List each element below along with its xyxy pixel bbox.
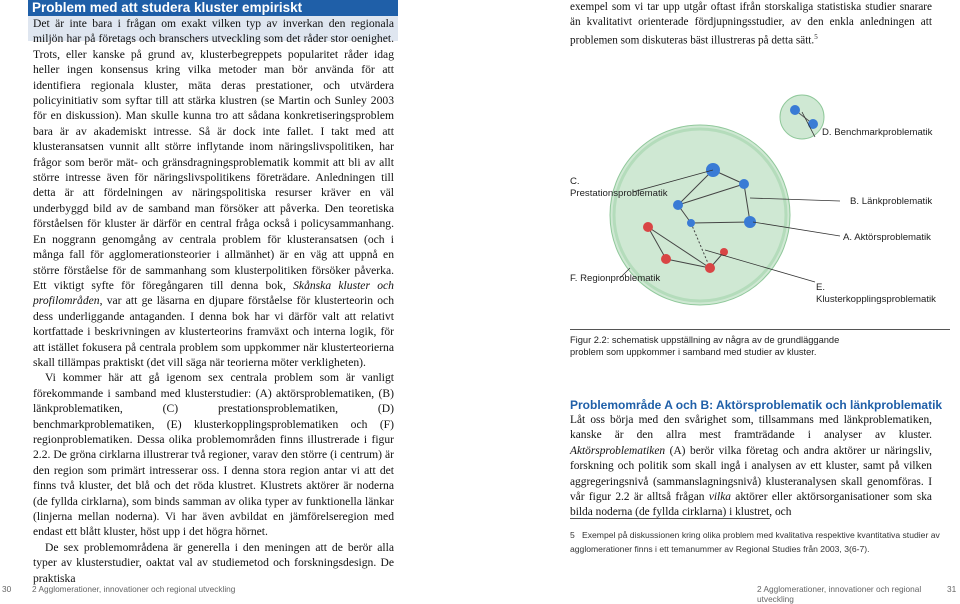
blue-node [673, 200, 683, 210]
red-node [643, 222, 653, 232]
footer-running-title-left: 2 Agglomerationer, innovationer och regional utveckling [32, 584, 236, 594]
footer-page-number-right: 31 [947, 584, 957, 594]
footnote-text: Exempel på diskussionen kring olika problem med kvalitativa respektive kvantitativa studier av agglomerationer finns i ett temanummer av Regional Studies från 2003, 3(6-7). [570, 530, 940, 554]
paragraph-1: Det är inte bara i frågan om exakt vilken typ av inverkan den regionala miljön har på företags och branschers utveckling som det råder stor oenighet. Trots, eller kanske på grund av, klusterbegreppets popularitet råder idag heller ingen konsensus kring vilka metoder man bör använda för att identifiera regionala kluster, mäta deras prestationer, och utvärdera policyinitiativ som syftar till att stärka klustren (se Martin och Sunley 2003 för en diskussion). Man skulle kunna tro att sådana konkretiseringsproblem bara är av akademiskt intresse. Så är dock inte fallet. I takt med att klusteransatsen vunnit allt större inflytande inom näringslivspolitiken, har frågor som berör mät- och gränsdragningsproblematik kommit att bli av allt större intresse även för näringslivspolitikens företrädare. Anledningen till detta är att fördelningen av näringspolitiska resurser kräver en väl underbyggd bild av de samband man försöker att påverka. Den teoretiska förståelsen för kluster är därför en central fråga också i policysammanhang. En noggrann genomgång av centrala problem för klusteransatsen (och i många fall för agglomerationsteorier i allmänhet) är en väg att uppnå en större förståelse för de sammanhang som klusterpolitiken försöker påverka. Ett viktigt syfte för föregångaren till denna bok, Skånska kluster och profilområden, var att ge läsarna en djupare förståelse för klusterteorin och dess underliggande antaganden. I denna bok har vi därför valt att relativt kortfattade i beskrivningen av klusterteorins framväxt och interna logik, för att istället fokusera på centrala problem som uppkommer när klusterteorierna skall tillämpas praktiskt (det vill säga när teorierna möter verkligheten). [33, 17, 394, 369]
benchmark-region-circle [780, 95, 824, 139]
red-node [661, 254, 671, 264]
label-region: F. Regionproblematik [570, 273, 661, 284]
book-title: Skånska kluster och profilområden [33, 278, 394, 308]
right-top-paragraph: exempel som vi tar upp utgår oftast ifrån storskaliga statistiska studier snarare än kvalitativt orienterade fördjupningsstudier, av den enkla anledningen att problemen som diskuteras bäst illustreras på detta sätt.$^5$ [570, 1, 932, 47]
red-node [705, 263, 715, 273]
footnote-reference: 5 [814, 32, 818, 41]
footnote-rule [570, 518, 770, 519]
footer-running-title-right: 2 Agglomerationer, innovationer och regional utveckling [757, 584, 922, 604]
label-benchmark: D. Benchmarkproblematik [822, 127, 933, 138]
footer-page-number-left: 30 [2, 584, 12, 594]
cluster-figure [480, 0, 960, 330]
section-heading: Problemområde A och B: Aktörsproblematik och länkproblematik [570, 398, 943, 412]
paragraph-2: Vi kommer här att gå igenom sex centrala problem som är vanligt förekommande i samband med klusterstudier: (A) aktörsproblematiken, (B) länkproblematiken, (C) prestationsproblematiken, (D) benchmarkproblematiken, (E) klusterkopplingsproblematiken och (F) regionproblematiken. Dessa olika problemområden finns illustrerade i figur 2.2. De gröna cirklarna illustrerar två regioner, varav den större (i centrum) är den region som primärt intresserar oss. I denna stora region antar vi att det finns två kluster, det blå och det röda klustret. Klustrets aktörer är noderna (de fyllda cirklarna), som binds samman av olika typer av funktionella länkar (linjerna mellan noderna). Vi har även avbildat en jämförelseregion med endast ett blått kluster, höst upp i det högra hörnet. [33, 371, 394, 539]
footnote-number: 5 [570, 530, 575, 540]
caption-rule [570, 329, 950, 330]
figure-caption: Figur 2.2: schematisk uppställning av några av de grundläggande problem som uppkommer i samband med studier av kluster. [570, 335, 840, 357]
blue-node [739, 179, 749, 189]
box-title: Problem med att studera kluster empiriskt [28, 0, 398, 16]
label-lank: B. Länkproblematik [850, 196, 933, 207]
label-aktor: A. Aktörsproblematik [843, 232, 931, 243]
benchmark-node [790, 105, 800, 115]
label-klusterkoppling: E. Klusterkopplingsproblematik [816, 282, 936, 305]
benchmark-node [808, 119, 818, 129]
footnote [570, 528, 950, 556]
section-paragraph: Låt oss börja med den svårighet som, tillsammans med länkproblematiken, kanske är den allra mest framträdande i analyser av kluster. Aktörsproblematiken (A) berör vilka företag och andra aktörer ur näringsliv, forskning och politik som skall ingå i analysen av ett kluster, samt på vilken aggregeringsnivå (sammanslagningsnivå) klusteranalysen skall genomföras. I vår figur 2.2 är alltså frågan vilka aktörer eller aktörsorganisationer som ska bilda noderna (de fyllda cirklarna) i klustret, och [570, 414, 932, 519]
left-body-text [33, 16, 394, 586]
label-prestation: C. Prestationsproblematik [570, 176, 668, 199]
blue-node [687, 219, 695, 227]
right-page [480, 0, 960, 604]
left-page [0, 0, 480, 597]
paragraph-3: De sex problemområdena är generella i den meningen att de berör alla typer av klusterstudier, oaktat val av studiemetod och forskningsdesign. De praktiska [33, 540, 394, 585]
